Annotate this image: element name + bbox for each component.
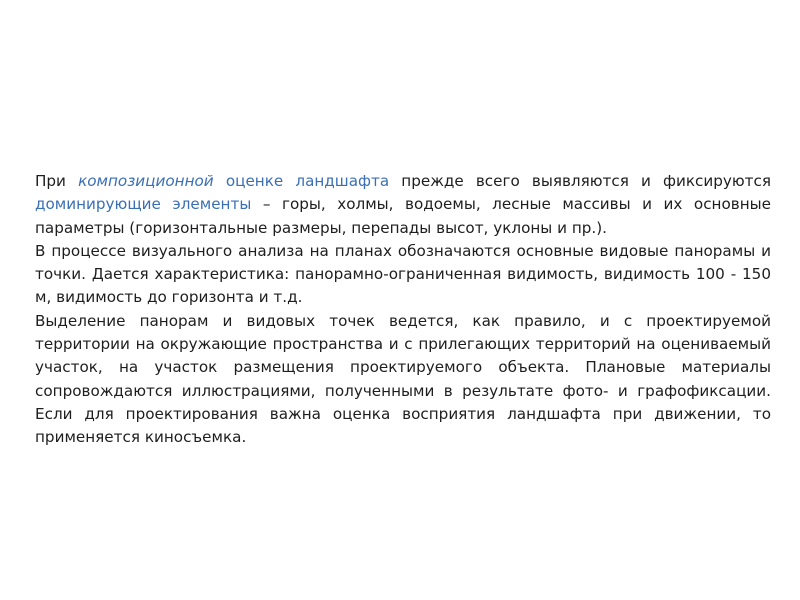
paragraph-1-middle: прежде всего выявляются и фиксируются: [389, 172, 771, 190]
term-compositional: композиционной: [78, 172, 214, 190]
body-text: [35, 170, 771, 450]
paragraph-1-intro: При: [35, 172, 79, 190]
paragraph-1-space: [214, 172, 226, 190]
paragraph-1: [35, 170, 771, 240]
term-landscape-assessment: оценке ландшафта: [225, 172, 390, 190]
paragraph-2: В процессе визуального анализа на планах обозначаются основные видовые панорамы и точки. Дается характеристика: панорамно-ограниченная видимость, видимость 100 - 150 м, видимость до горизонта и т.д.: [35, 241, 771, 307]
paragraph-3: Выделение панорам и видовых точек ведется, как правило, и с проектируемой территории на окружающие пространства и с прилегающих территорий на оцениваемый участок, на участок размещения проектируемого объекта. Плановые материалы сопровождаются иллюстрациями, полученными в результате фото- и графофиксации. Если для проектирования важна оценка восприятия ландшафта при движении, то применяется киносъемка.: [35, 311, 771, 447]
term-dominant-elements: доминирующие элементы: [35, 195, 252, 214]
paragraph-1-rest: – горы, холмы, водоемы, лесные массивы и их основные параметры (горизонтальные размеры, перепады высот, уклоны и пр.).: [35, 195, 771, 237]
